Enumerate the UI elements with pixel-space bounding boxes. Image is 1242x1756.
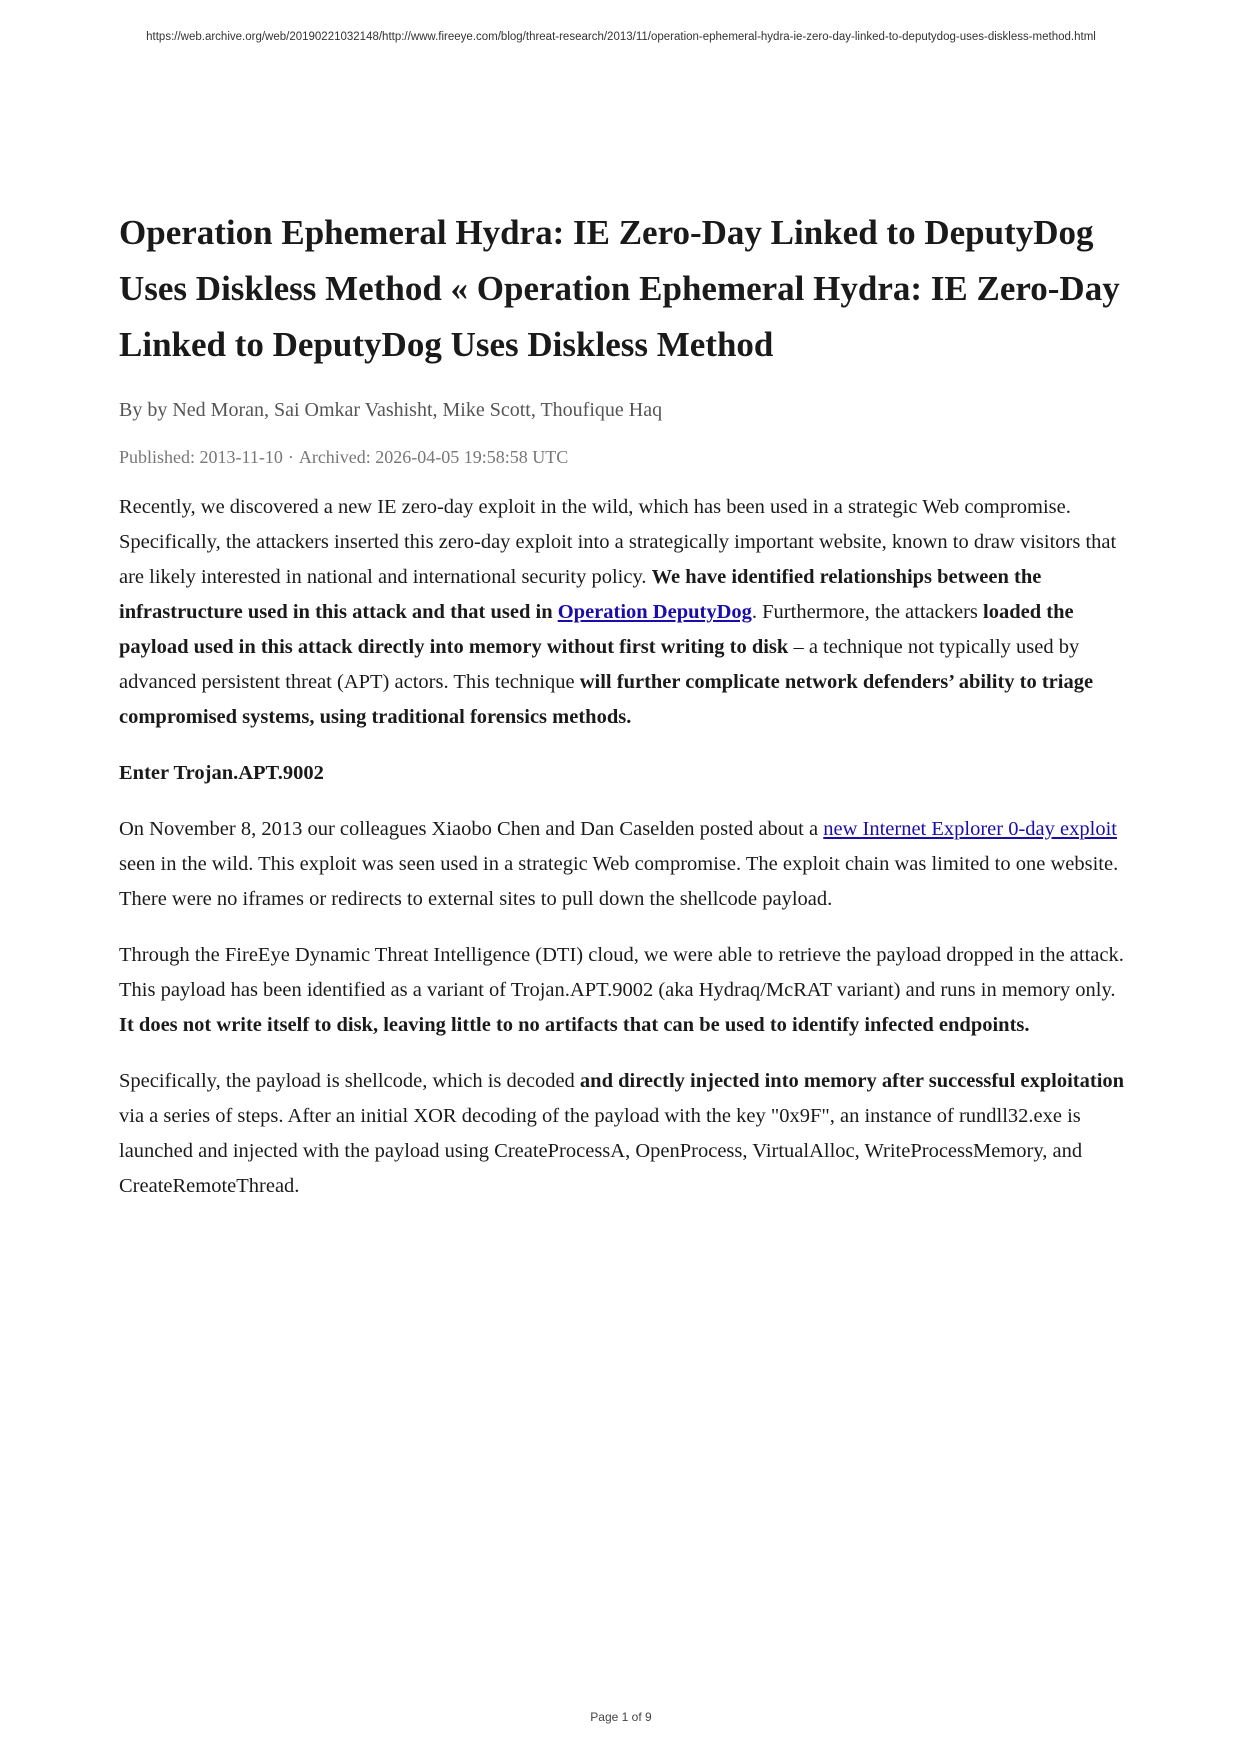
paragraph-text: seen in the wild. This exploit was seen used in a strategic Web compromise. The exploit chain was limited to one website. There were no iframes or redirects to external sites to pull down the shellcode payload. bbox=[119, 853, 1119, 910]
paragraph-intro bbox=[119, 490, 1129, 735]
paragraph-text: via a series of steps. After an initial XOR decoding of the payload with the key "0x9F", an instance of rundll32.exe is launched and injected with the payload using CreateProcessA, OpenProcess, VirtualAlloc, WriteProcessMemory, and CreateRemoteThread. bbox=[119, 1105, 1083, 1197]
page-number: Page 1 of 9 bbox=[590, 1710, 652, 1724]
emphasis-text: loaded the payload used in this attack directly into memory without first writing to disk bbox=[119, 601, 1074, 658]
operation-deputydog-link[interactable]: Operation DeputyDog bbox=[557, 601, 752, 623]
meta-separator: · bbox=[287, 447, 294, 467]
emphasis-text: will further complicate network defenders’ ability to triage compromised systems, using traditional forensics methods. bbox=[119, 671, 1094, 728]
section-heading: Enter Trojan.APT.9002 bbox=[119, 762, 324, 784]
emphasis-text: and directly injected into memory after successful exploitation bbox=[579, 1070, 1125, 1092]
paragraph-text: Recently, we discovered a new IE zero-day exploit in the wild, which has been used in a strategic Web compromise. Specifically, the attackers inserted this zero-day exploit into a strategically important website, known to draw visitors that are likely interested in national and international security policy. bbox=[119, 496, 1117, 588]
ie-zero-day-link[interactable]: new Internet Explorer 0-day exploit bbox=[823, 818, 1117, 840]
article-meta bbox=[119, 444, 1129, 470]
article bbox=[119, 205, 1129, 1204]
article-body bbox=[119, 490, 1129, 1204]
page-url: https://web.archive.org/web/20190221032148/http://www.fireeye.com/blog/threat-research/2013/11/operation-ephemeral-hydra-ie-zero-day-linked-to-deputydog-uses-diskless-method.html bbox=[146, 31, 1096, 43]
paragraph-dti bbox=[119, 938, 1129, 1043]
paragraph-text: On November 8, 2013 our colleagues Xiaobo Chen and Dan Caselden posted about a bbox=[119, 818, 824, 840]
paragraph-exploit bbox=[119, 812, 1129, 917]
emphasis-text: We have identified relationships between the infrastructure used in this attack and that used in bbox=[119, 566, 1042, 623]
archived-date: Archived: 2026-04-05 19:58:58 UTC bbox=[298, 447, 569, 467]
article-title: Operation Ephemeral Hydra: IE Zero-Day Linked to DeputyDog Uses Diskless Method « Operation Ephemeral Hydra: IE Zero-Day Linked to DeputyDog Uses Diskless Method bbox=[119, 213, 1120, 364]
paragraph-text: Specifically, the payload is shellcode, which is decoded bbox=[119, 1070, 580, 1092]
paragraph-shellcode bbox=[119, 1064, 1129, 1204]
published-date: Published: 2013-11-10 bbox=[119, 447, 283, 467]
paragraph-text: – a technique not typically used by advanced persistent threat (APT) actors. This technique bbox=[119, 636, 1080, 693]
emphasis-text: It does not write itself to disk, leaving little to no artifacts that can be used to identify infected endpoints. bbox=[119, 1014, 1030, 1036]
paragraph-text: Through the FireEye Dynamic Threat Intelligence (DTI) cloud, we were able to retrieve the payload dropped in the attack. This payload has been identified as a variant of Trojan.APT.9002 (aka Hydraq/McRAT variant) and runs in memory only. bbox=[119, 944, 1124, 1001]
article-byline: By by Ned Moran, Sai Omkar Vashisht, Mike Scott, Thoufique Haq bbox=[119, 399, 663, 421]
paragraph-text: . Furthermore, the attackers bbox=[751, 601, 984, 623]
